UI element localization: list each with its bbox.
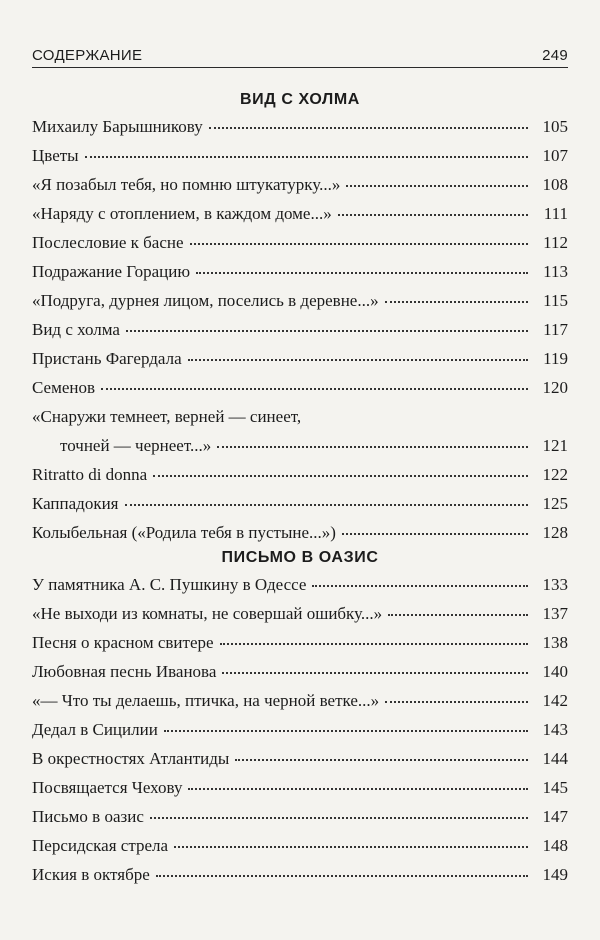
toc-list-section-2 bbox=[32, 575, 568, 894]
toc-entry bbox=[32, 407, 568, 465]
toc-entry-page-number: 149 bbox=[542, 865, 568, 884]
toc-entry-title: Цветы bbox=[32, 146, 79, 165]
dot-leader bbox=[125, 494, 528, 506]
toc-entry-title: «Я позабыл тебя, но помню штукатурку...» bbox=[32, 175, 341, 194]
toc-entry bbox=[32, 604, 568, 633]
toc-entry bbox=[32, 494, 568, 523]
dot-leader bbox=[85, 146, 528, 158]
toc-entry-title: Персидская стрела bbox=[32, 836, 169, 855]
dot-leader bbox=[188, 778, 528, 790]
toc-entry-page-number: 117 bbox=[543, 320, 568, 339]
toc-entry-title: Посвящается Чехову bbox=[32, 778, 183, 797]
dot-leader bbox=[338, 204, 528, 216]
toc-entry-page-number: 108 bbox=[542, 175, 568, 194]
toc-entry-page-number: 121 bbox=[542, 436, 568, 455]
toc-entry bbox=[32, 575, 568, 604]
dot-leader bbox=[126, 320, 528, 332]
toc-entry bbox=[32, 749, 568, 778]
toc-entry-title: «Подруга, дурнея лицом, поселись в деревне...» bbox=[32, 291, 379, 310]
toc-entry-line-2 bbox=[32, 436, 568, 465]
running-head-page-number: 249 bbox=[542, 47, 568, 64]
toc-entry-title: Дедал в Сицилии bbox=[32, 720, 158, 739]
toc-entry bbox=[32, 807, 568, 836]
toc-entry bbox=[32, 378, 568, 407]
dot-leader bbox=[174, 836, 528, 848]
toc-entry-title: Песня о красном свитере bbox=[32, 633, 214, 652]
toc-entry bbox=[32, 662, 568, 691]
toc-entry-page-number: 119 bbox=[543, 349, 568, 368]
toc-entry bbox=[32, 465, 568, 494]
dot-leader bbox=[190, 233, 528, 245]
dot-leader bbox=[150, 807, 528, 819]
toc-entry-page-number: 128 bbox=[542, 523, 568, 542]
dot-leader bbox=[217, 436, 528, 448]
toc-entry bbox=[32, 175, 568, 204]
toc-entry-title: Иския в октябре bbox=[32, 865, 150, 884]
toc-entry-page-number: 144 bbox=[542, 749, 568, 768]
dot-leader bbox=[196, 262, 528, 274]
dot-leader bbox=[101, 378, 528, 390]
toc-entry-title: Вид с холма bbox=[32, 320, 120, 339]
toc-entry bbox=[32, 865, 568, 894]
toc-entry-title: Каппадокия bbox=[32, 494, 119, 513]
dot-leader bbox=[235, 749, 528, 761]
running-head-label: СОДЕРЖАНИЕ bbox=[32, 47, 143, 64]
toc-entry bbox=[32, 291, 568, 320]
toc-entry bbox=[32, 523, 568, 552]
toc-entry-title-continued: точней — чернеет...» bbox=[60, 436, 212, 455]
toc-entry-title: «Снаружи темнеет, верней — синеет, bbox=[32, 407, 302, 426]
dot-leader bbox=[220, 633, 528, 645]
section-title-pismo-v-oazis: ПИСЬМО В ОАЗИС bbox=[221, 549, 379, 566]
toc-entry bbox=[32, 720, 568, 749]
toc-entry-page-number: 140 bbox=[542, 662, 568, 681]
section-title-vid-s-kholma: ВИД С ХОЛМА bbox=[240, 91, 360, 108]
toc-entry bbox=[32, 691, 568, 720]
toc-entry-title: Семенов bbox=[32, 378, 96, 397]
dot-leader bbox=[312, 575, 528, 587]
toc-entry-title: Ritratto di donna bbox=[32, 465, 148, 484]
dot-leader bbox=[209, 117, 528, 129]
toc-entry bbox=[32, 233, 568, 262]
dot-leader bbox=[385, 291, 528, 303]
toc-entry-page-number: 115 bbox=[543, 291, 568, 310]
toc-entry bbox=[32, 146, 568, 175]
toc-entry-page-number: 142 bbox=[542, 691, 568, 710]
toc-entry-page-number: 145 bbox=[542, 778, 568, 797]
toc-entry-title: «Наряду с отоплением, в каждом доме...» bbox=[32, 204, 332, 223]
toc-entry-page-number: 112 bbox=[543, 233, 568, 252]
toc-entry-title: «Не выходи из комнаты, не совершай ошибку...» bbox=[32, 604, 383, 623]
dot-leader bbox=[342, 523, 528, 535]
toc-entry-page-number: 143 bbox=[542, 720, 568, 739]
toc-entry-title: Михаилу Барышникову bbox=[32, 117, 203, 136]
toc-entry bbox=[32, 836, 568, 865]
toc-entry-title: Письмо в оазис bbox=[32, 807, 144, 826]
toc-entry bbox=[32, 320, 568, 349]
dot-leader bbox=[222, 662, 528, 674]
toc-entry bbox=[32, 633, 568, 662]
toc-entry bbox=[32, 778, 568, 807]
toc-entry-page-number: 111 bbox=[543, 204, 568, 223]
toc-entry-page-number: 113 bbox=[543, 262, 568, 281]
toc-entry-page-number: 138 bbox=[542, 633, 568, 652]
dot-leader bbox=[164, 720, 528, 732]
toc-entry-page-number: 125 bbox=[542, 494, 568, 513]
toc-list-section-1 bbox=[32, 117, 568, 552]
toc-entry-title: Подражание Горацию bbox=[32, 262, 191, 281]
dot-leader bbox=[385, 691, 528, 703]
toc-entry-title: В окрестностях Атлантиды bbox=[32, 749, 230, 768]
dot-leader bbox=[346, 175, 528, 187]
dot-leader bbox=[188, 349, 528, 361]
toc-entry-title: Пристань Фагердала bbox=[32, 349, 182, 368]
toc-entry-title: Колыбельная («Родила тебя в пустыне...») bbox=[32, 523, 336, 542]
running-head bbox=[32, 42, 568, 68]
dot-leader bbox=[388, 604, 528, 616]
toc-entry bbox=[32, 349, 568, 378]
dot-leader bbox=[153, 465, 528, 477]
toc-entry-title: «— Что ты делаешь, птичка, на черной ветке...» bbox=[32, 691, 380, 710]
toc-entry-page-number: 133 bbox=[542, 575, 568, 594]
dot-leader bbox=[156, 865, 528, 877]
toc-entry-page-number: 122 bbox=[542, 465, 568, 484]
toc-entry-page-number: 105 bbox=[542, 117, 568, 136]
toc-entry bbox=[32, 117, 568, 146]
toc-entry-page-number: 107 bbox=[542, 146, 568, 165]
toc-entry-title: Любовная песнь Иванова bbox=[32, 662, 217, 681]
toc-entry-title: У памятника А. С. Пушкину в Одессе bbox=[32, 575, 307, 594]
toc-entry bbox=[32, 262, 568, 291]
toc-entry-page-number: 137 bbox=[542, 604, 568, 623]
toc-entry-page-number: 147 bbox=[542, 807, 568, 826]
toc-entry-page-number: 120 bbox=[542, 378, 568, 397]
toc-entry-title: Послесловие к басне bbox=[32, 233, 184, 252]
toc-entry-line-1 bbox=[32, 407, 568, 436]
toc-entry bbox=[32, 204, 568, 233]
toc-entry-page-number: 148 bbox=[542, 836, 568, 855]
